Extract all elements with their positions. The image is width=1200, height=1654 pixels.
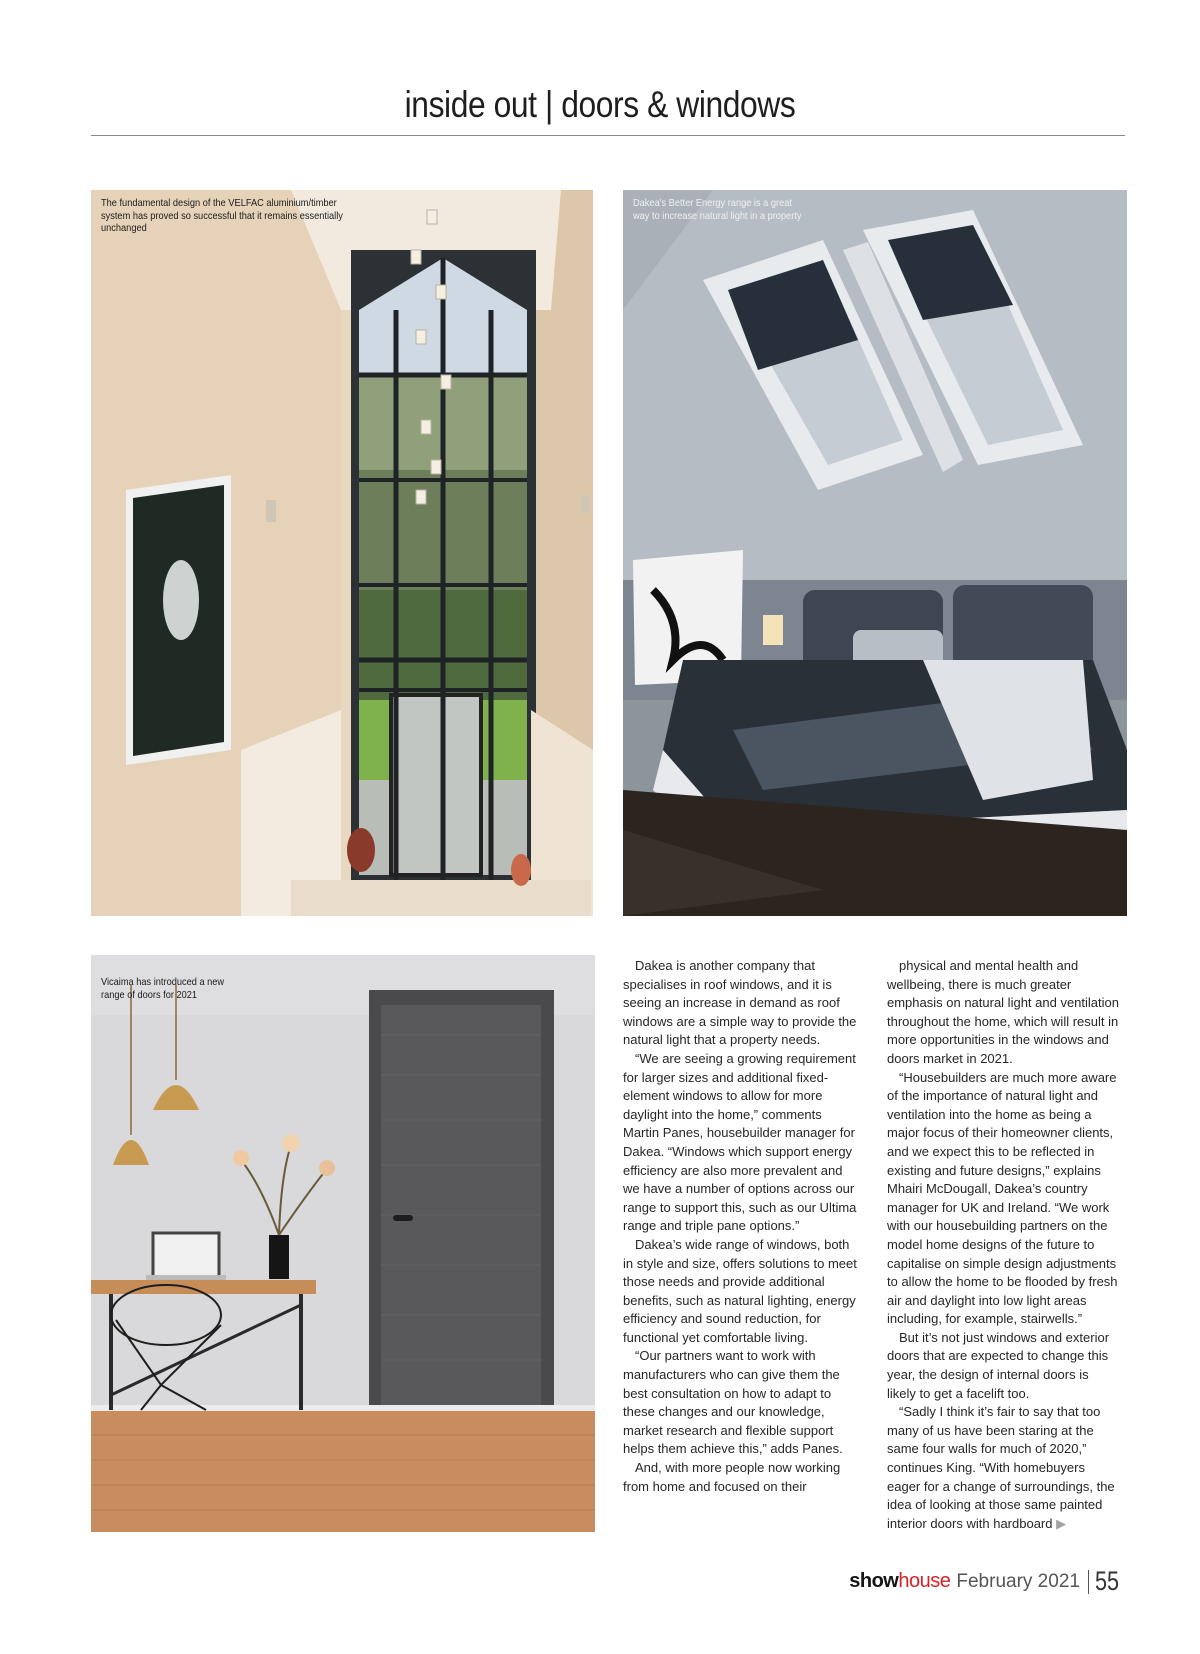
article-paragraph: physical and mental health and wellbeing, there is much greater emphasis on natural light and ventilation throughout the home, which will result in more opportunities in the windows and doors market in 2021. bbox=[887, 958, 1119, 1066]
article-paragraph: Dakea’s wide range of windows, both in style and size, offers solutions to meet those needs and provide additional benefits, such as natural lighting, energy efficiency and sound reduction, for functional yet comfortable living. bbox=[623, 1236, 857, 1345]
footer-divider bbox=[1088, 1570, 1089, 1594]
article-column-2 bbox=[887, 957, 1121, 1533]
article-column-1 bbox=[623, 957, 857, 1496]
brand-logo-house: house bbox=[898, 1570, 951, 1592]
velfac-stairwell-photo bbox=[91, 190, 593, 916]
article-paragraph: “Housebuilders are much more aware of the importance of natural light and ventilation into the home as being a major focus of their homeowner clients, and we expect this to be reflected in existing and future designs,” explains Mhairi McDougall, Dakea’s country manager for UK and Ireland. “We work with our housebuilding partners on the model home designs of the future to capitalise on simple design adjustments to allow the home to be flooded by fresh air and daylight into low light areas including, for example, stairwells.” bbox=[887, 1069, 1118, 1327]
page-footer bbox=[849, 1566, 1125, 1597]
page-number: 55 bbox=[1094, 1566, 1119, 1596]
article-paragraph: But it’s not just windows and exterior doors that are expected to change this year, the design of internal doors is likely to get a facelift too. bbox=[887, 1329, 1110, 1401]
article-paragraph-text: “Sadly I think it’s fair to say that too many of us have been staring at the same four walls for much of 2020,” continues King. “With homebuyers eager for a change of surroundings, the idea of looking at those same painted interior doors with hardboard bbox=[887, 1404, 1115, 1531]
article-paragraph: And, with more people now working from home and focused on their bbox=[623, 1460, 841, 1494]
dakea-roof-window-bedroom-photo bbox=[623, 190, 1127, 916]
issue-date: February 2021 bbox=[956, 1570, 1080, 1592]
velfac-photo-caption: The fundamental design of the VELFAC aluminium/timber system has proved so successful that it remains essentially unchanged bbox=[101, 197, 343, 234]
article-paragraph-last bbox=[887, 1403, 1121, 1533]
vicaima-photo-caption: Vicaima has introduced a new range of doors for 2021 bbox=[101, 976, 225, 1001]
article-paragraph: “Our partners want to work with manufacturers who can give them the best consultation on how to adapt to these changes and our knowledge, market research and flexible support helps them achieve this,” adds Panes. bbox=[623, 1348, 843, 1457]
dakea-photo-caption: Dakea's Better Energy range is a great way to increase natural light in a property bbox=[633, 197, 802, 222]
header-rule bbox=[91, 135, 1125, 136]
brand-logo-show: show bbox=[849, 1570, 899, 1592]
article-paragraph: “We are seeing a growing requirement for larger sizes and additional fixed-element windows to allow for more daylight into the home,” comments Martin Panes, housebuilder manager for Dakea. “Windows which support energy efficiency are also more prevalent and we have a number of options across our range to support this, such as our Ultima range and triple pane options.” bbox=[623, 1050, 857, 1234]
page-header-title: inside out | doors & windows bbox=[404, 84, 796, 125]
article-paragraph: Dakea is another company that specialises in roof windows, and it is seeing an increase in demand as roof windows are a simple way to provide the natural light that a property needs. bbox=[623, 958, 857, 1048]
vicaima-door-photo bbox=[91, 955, 595, 1532]
triangle-right-icon: ▶ bbox=[1056, 1515, 1067, 1531]
